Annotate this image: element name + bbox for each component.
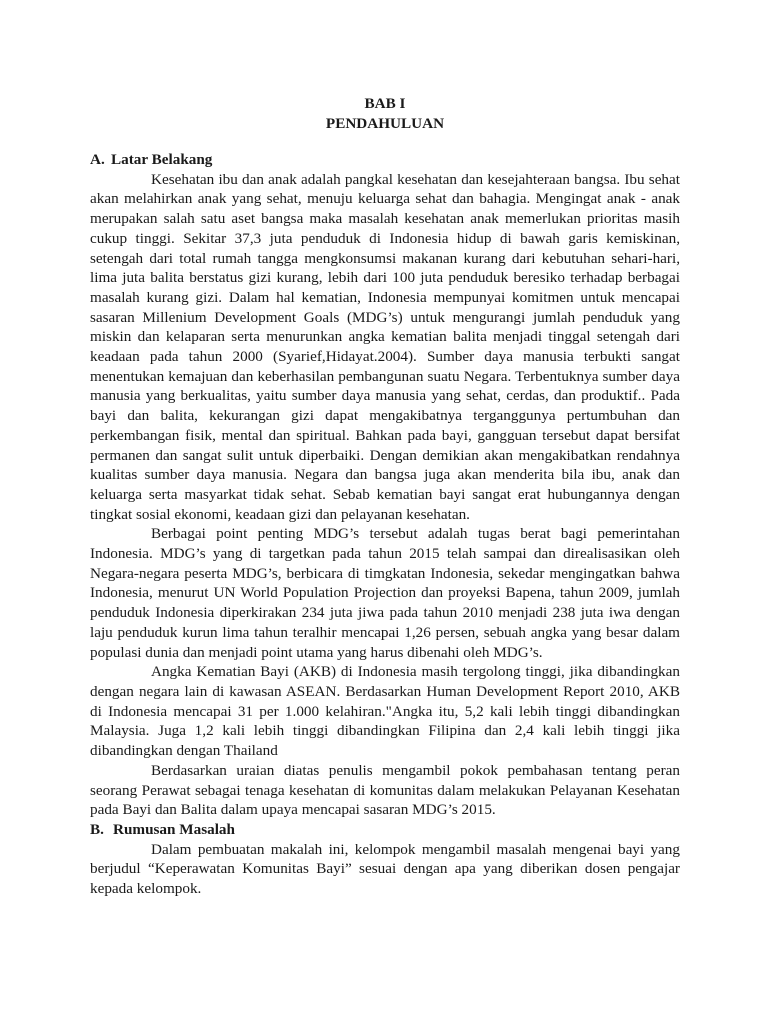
section-heading <box>90 150 680 170</box>
chapter-header <box>90 94 680 133</box>
section-heading <box>90 820 680 840</box>
paragraph: Berdasarkan uraian diatas penulis mengambil pokok pembahasan tentang peran seorang Perawat sebagai tenaga kesehatan di komunitas dalam melakukan Pelayanan Kesehatan pada Bayi dan Balita dalam upaya mencapai sasaran MDG’s 2015. <box>90 761 680 819</box>
paragraph: Berbagai point penting MDG’s tersebut adalah tugas berat bagi pemerintahan Indonesia. MDG’s yang di targetkan pada tahun 2015 telah sampai dan direalisasikan oleh Negara-negara peserta MDG’s, berbicara di timgkatan Indonesia, sekedar mengingatkan bahwa Indonesia, menurut UN World Population Projection dan proyeksi Bapena, tahun 2009, jumlah penduduk Indonesia diperkirakan 234 juta jiwa pada tahun 2010 menjadi 238 juta iwa dengan laju penduduk kurun lima tahun teralhir mencapai 1,26 persen, sebuah angka yang besar dalam populasi dunia dan menjadi point utama yang harus dibenahi oleh MDG’s. <box>90 525 680 661</box>
paragraph: Kesehatan ibu dan anak adalah pangkal kesehatan dan kesejahteraan bangsa. Ibu sehat akan melahirkan anak yang sehat, menuju keluarga sehat dan bahagia. Mengingat anak - anak merupakan salah satu aset bangsa maka masalah kesehatan anak memerlukan prioritas masih cukup tinggi. Sekitar 37,3 juta penduduk di Indonesia hidup di bawah garis kemiskinan, setengah dari total rumah tangga mengkonsumsi makanan kurang dari kebutuhan sehari-hari, lima juta balita berstatus gizi kurang, lebih dari 100 juta penduduk beresiko terhadap berbagai masalah kurang gizi. Dalam hal kematian, Indonesia mempunyai komitmen untuk mencapai sasaran Millenium Development Goals (MDG’s) untuk mengurangi jumlah penduduk yang miskin dan kelaparan serta menurunkan angka kematian balita menjadi tinggal setengah dari keadaan pada tahun 2000 (Syarief,Hidayat.2004). Sumber daya manusia terbukti sangat menentukan kemajuan dan keberhasilan pembangunan suatu Negara. Terbentuknya sumber daya manusia yang berkualitas, yaitu sumber daya manusia yang sehat, cerdas, dan produktif.. Pada bayi dan balita, kekurangan gizi dapat mengakibatnya terganggunya pertumbuhan dan perkembangan fisik, mental dan spiritual. Bahkan pada bayi, gangguan tersebut dapat bersifat permanen dan sangat sulit untuk diperbaiki. Dengan demikian akan mengakibatkan rendahnya kualitas sumber daya manusia. Negara dan bangsa juga akan menderita bila ibu, anak dan keluarga serta masyarkat tidak sehat. Sebab kematian bayi sangat erat hubungannya dengan tingkat sosial ekonomi, keadaan gizi dan pelayanan kesehatan. <box>90 170 680 523</box>
paragraph: Dalam pembuatan makalah ini, kelompok mengambil masalah mengenai bayi yang berjudul “Keperawatan Komunitas Bayi” sesuai dengan apa yang diberikan dosen pengajar kepada kelompok. <box>90 840 680 898</box>
section-letter: A. <box>90 151 105 168</box>
section-latar-belakang <box>90 150 680 820</box>
section-title: Rumusan Masalah <box>113 820 235 838</box>
section-title: Latar Belakang <box>111 151 213 168</box>
paragraph: Angka Kematian Bayi (AKB) di Indonesia masih tergolong tinggi, jika dibandingkan dengan negara lain di kawasan ASEAN. Berdasarkan Human Development Report 2010, AKB di Indonesia mencapai 31 per 1.000 kelahiran."Angka itu, 5,2 kali lebih tinggi dibandingkan Malaysia. Juga 1,2 kali lebih tinggi dibandingkan Filipina dan 2,4 kali lebih tinggi jika dibandingkan dengan Thailand <box>90 663 680 760</box>
chapter-number: BAB I <box>364 95 406 112</box>
chapter-title: PENDAHULUAN <box>325 114 445 132</box>
section-rumusan-masalah <box>90 820 680 899</box>
section-letter: B. <box>90 820 104 838</box>
